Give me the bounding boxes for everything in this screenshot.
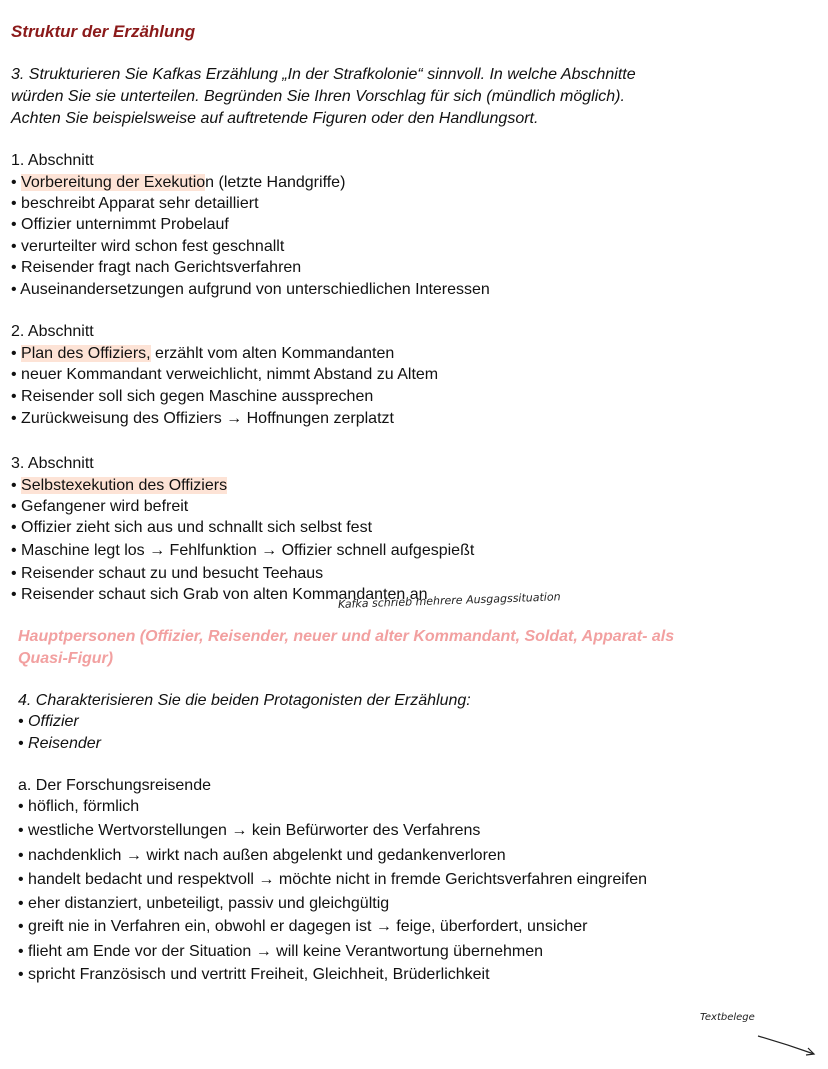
task4-item-1-text: Reisender xyxy=(28,735,101,752)
section1-item-1-text: beschreibt Apparat sehr detailliert xyxy=(21,195,259,212)
traveler-item-3: • handelt bedacht und respektvoll → möchte nicht in fremde Gerichtsverfahren eingreifen xyxy=(18,871,648,888)
traveler-item-2: • nachdenklich → wirkt nach außen abgelenkt und gedankenverloren xyxy=(18,847,506,864)
traveler-item-0: • höflich, förmlich xyxy=(18,798,140,815)
main-persons-line-2: Quasi-Figur) xyxy=(18,650,114,667)
section3-item-3-text: Maschine legt los → Fehlfunktion → Offizier schnell aufgespießt xyxy=(21,542,475,559)
task3-line-3: Achten Sie beispielsweise auf auftretende Figuren oder den Handlungsort. xyxy=(11,110,539,127)
task4-item-0: • Offizier xyxy=(18,713,79,730)
section3-item-0: • Selbstexekution des Offiziers xyxy=(11,477,228,494)
main-persons-line-1: Hauptpersonen (Offizier, Reisender, neuer und alter Kommandant, Soldat, Apparat- als xyxy=(18,628,675,645)
section1-item-4: • Reisender fragt nach Gerichtsverfahren xyxy=(11,259,302,276)
traveler-item-5-text: greift nie in Verfahren ein, obwohl er dagegen ist → feige, überfordert, unsicher xyxy=(28,918,588,935)
section2-item-3: • Zurückweisung des Offiziers → Hoffnungen zerplatzt xyxy=(11,410,394,427)
section3-heading: 3. Abschnitt xyxy=(11,455,94,472)
section1-item-0: • Vorbereitung der Exekution (letzte Handgriffe) xyxy=(11,174,346,191)
traveler-item-3-text: handelt bedacht und respektvoll → möchte nicht in fremde Gerichtsverfahren eingreifen xyxy=(28,871,648,888)
section3-item-1: • Gefangener wird befreit xyxy=(11,498,189,515)
traveler-item-6-text: flieht am Ende vor der Situation → will keine Verantwortung übernehmen xyxy=(28,943,543,960)
section1-item-0-rest: n (letzte Handgriffe) xyxy=(205,174,346,191)
section3-item-4: • Reisender schaut zu und besucht Teehaus xyxy=(11,565,324,582)
section1-item-4-text: Reisender fragt nach Gerichtsverfahren xyxy=(21,259,302,276)
section1-item-2: • Offizier unternimmt Probelauf xyxy=(11,216,229,233)
section2-item-3-text: Zurückweisung des Offiziers → Hoffnungen zerplatzt xyxy=(21,410,394,427)
traveler-item-4: • eher distanziert, unbeteiligt, passiv und gleichgültig xyxy=(18,895,390,912)
section1-item-1: • beschreibt Apparat sehr detailliert xyxy=(11,195,259,212)
section2-item-1: • neuer Kommandant verweichlicht, nimmt Abstand zu Altem xyxy=(11,366,439,383)
task3-line-1: 3. Strukturieren Sie Kafkas Erzählung „In der Strafkolonie“ sinnvoll. In welche Abschnitte xyxy=(11,66,636,83)
section2-item-2-text: Reisender soll sich gegen Maschine aussprechen xyxy=(21,388,374,405)
traveler-item-6: • flieht am Ende vor der Situation → will keine Verantwortung übernehmen xyxy=(18,943,543,960)
task4-item-1: • Reisender xyxy=(18,735,101,752)
section3-highlight: Selbstexekution des Offiziers xyxy=(21,477,228,494)
section3-item-2: • Offizier zieht sich aus und schnallt sich selbst fest xyxy=(11,519,373,536)
section3-item-3: • Maschine legt los → Fehlfunktion → Offizier schnell aufgespießt xyxy=(11,542,475,559)
traveler-item-2-text: nachdenklich → wirkt nach außen abgelenkt und gedankenverloren xyxy=(28,847,506,864)
section2-item-2: • Reisender soll sich gegen Maschine aussprechen xyxy=(11,388,374,405)
section1-item-5: • Auseinandersetzungen aufgrund von unterschiedlichen Interessen xyxy=(11,281,490,298)
traveler-item-1: • westliche Wertvorstellungen → kein Befürworter des Verfahrens xyxy=(18,822,481,839)
section3-item-1-text: Gefangener wird befreit xyxy=(21,498,189,515)
section3-item-2-text: Offizier zieht sich aus und schnallt sich selbst fest xyxy=(21,519,373,536)
section2-highlight: Plan des Offiziers, xyxy=(21,345,151,362)
traveler-item-7: • spricht Französisch und vertritt Freiheit, Gleichheit, Brüderlichkeit xyxy=(18,966,490,983)
arrow-icon xyxy=(756,1032,820,1060)
task4-item-0-text: Offizier xyxy=(28,713,79,730)
section2-heading: 2. Abschnitt xyxy=(11,323,94,340)
section1-item-5-text: Auseinandersetzungen aufgrund von unterschiedlichen Interessen xyxy=(20,281,490,298)
section3-item-5-text: Reisender schaut sich Grab von alten Kommandanten an xyxy=(21,586,428,603)
section1-item-3: • verurteilter wird schon fest geschnallt xyxy=(11,238,285,255)
traveler-item-4-text: eher distanziert, unbeteiligt, passiv und gleichgültig xyxy=(28,895,390,912)
section1-highlight: Vorbereitung der Exekutio xyxy=(21,174,206,191)
section2-item-1-text: neuer Kommandant verweichlicht, nimmt Abstand zu Altem xyxy=(21,366,439,383)
traveler-item-7-text: spricht Französisch und vertritt Freiheit, Gleichheit, Brüderlichkeit xyxy=(28,966,490,983)
section3-item-5: • Reisender schaut sich Grab von alten Kommandanten an xyxy=(11,586,428,603)
task3-line-2: würden Sie sie unterteilen. Begründen Sie Ihren Vorschlag für sich (mündlich möglich). xyxy=(11,88,625,105)
section2-item-0: • Plan des Offiziers, erzählt vom alten Kommandanten xyxy=(11,345,395,362)
section1-heading: 1. Abschnitt xyxy=(11,152,94,169)
page-title: Struktur der Erzählung xyxy=(11,22,196,41)
section3-item-4-text: Reisender schaut zu und besucht Teehaus xyxy=(21,565,324,582)
traveler-heading: a. Der Forschungsreisende xyxy=(18,777,211,794)
task4-prompt: 4. Charakterisieren Sie die beiden Protagonisten der Erzählung: xyxy=(18,692,471,709)
section2-item-0-rest: erzählt vom alten Kommandanten xyxy=(150,345,395,362)
handwritten-corner-note: Textbelege xyxy=(700,1012,755,1023)
section1-item-2-text: Offizier unternimmt Probelauf xyxy=(21,216,229,233)
traveler-item-5: • greift nie in Verfahren ein, obwohl er dagegen ist → feige, überfordert, unsicher xyxy=(18,918,588,935)
section1-item-3-text: verurteilter wird schon fest geschnallt xyxy=(21,238,285,255)
traveler-item-1-text: westliche Wertvorstellungen → kein Befürworter des Verfahrens xyxy=(28,822,481,839)
handwritten-note: Kafka schrieb mehrere Ausgagssituation xyxy=(337,590,561,611)
traveler-item-0-text: höflich, förmlich xyxy=(28,798,140,815)
